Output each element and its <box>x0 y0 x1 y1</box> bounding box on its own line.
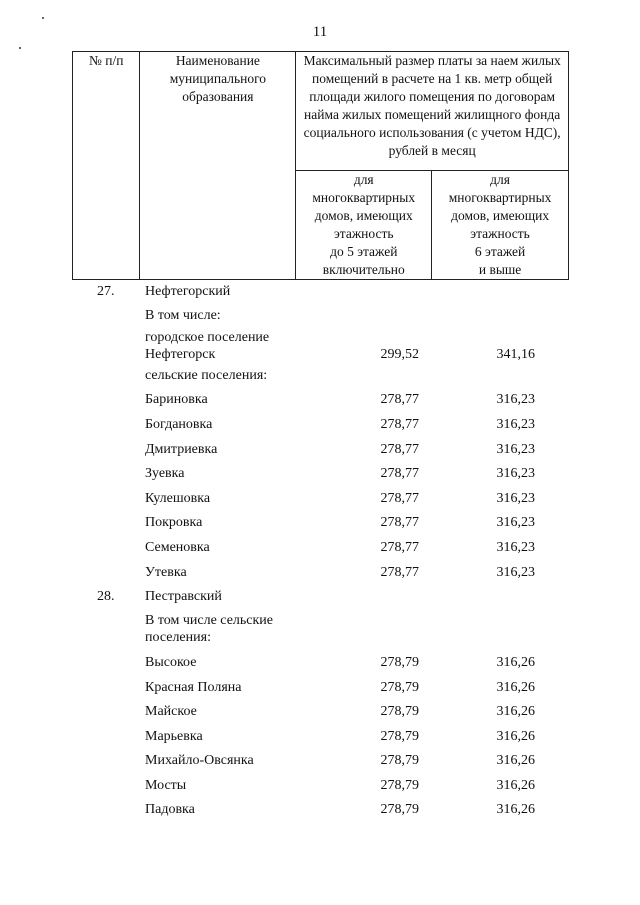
header-line: для <box>353 172 374 187</box>
header-name: Наименование муниципального образования <box>140 52 296 280</box>
header-line: домов, имеющих <box>314 208 413 223</box>
table-row <box>0 283 640 301</box>
price-up-to-5-floors: 278,79 <box>380 704 419 719</box>
header-number: № п/п <box>73 52 140 280</box>
municipality-name: Михайло-Овсянка <box>145 753 254 768</box>
price-6-floors-and-above: 316,23 <box>496 442 535 457</box>
price-up-to-5-floors: 278,79 <box>380 802 419 817</box>
table-row <box>0 514 640 532</box>
price-up-to-5-floors: 278,77 <box>380 442 419 457</box>
municipality-name: поселения: <box>145 630 211 645</box>
municipality-name: Пестравский <box>145 589 222 604</box>
price-6-floors-and-above: 316,23 <box>496 392 535 407</box>
table-row <box>0 654 640 672</box>
price-up-to-5-floors: 299,52 <box>380 347 419 362</box>
price-up-to-5-floors: 278,77 <box>380 392 419 407</box>
municipality-name: Мосты <box>145 778 187 793</box>
price-6-floors-and-above: 316,26 <box>496 802 535 817</box>
table-row <box>0 441 640 459</box>
municipality-name: Марьевка <box>145 729 203 744</box>
municipality-name: сельские поселения: <box>145 368 268 383</box>
price-6-floors-and-above: 316,26 <box>496 655 535 670</box>
table-row <box>0 679 640 697</box>
table-row <box>0 612 640 630</box>
price-6-floors-and-above: 316,26 <box>496 753 535 768</box>
price-6-floors-and-above: 316,23 <box>496 515 535 530</box>
price-up-to-5-floors: 278,77 <box>380 540 419 555</box>
table-row <box>0 752 640 770</box>
header-line: для <box>490 172 510 187</box>
page-number: 11 <box>312 24 328 40</box>
price-6-floors-and-above: 316,26 <box>496 704 535 719</box>
municipality-name: городское поселение <box>145 330 270 345</box>
table-row <box>0 728 640 746</box>
municipality-name: Падовка <box>145 802 195 817</box>
table-row <box>0 391 640 409</box>
municipality-name: Покровка <box>145 515 203 530</box>
scan-speck <box>19 47 21 49</box>
header-line: многоквартирных <box>312 190 416 205</box>
header-line: этажность <box>333 226 394 241</box>
table-row <box>0 564 640 582</box>
municipality-name: Нефтегорский <box>145 284 231 299</box>
table-row <box>0 801 640 819</box>
header-line: домов, имеющих <box>451 208 550 223</box>
table-header <box>72 51 569 280</box>
price-6-floors-and-above: 316,23 <box>496 466 535 481</box>
price-up-to-5-floors: 278,77 <box>380 515 419 530</box>
municipality-name: Семеновка <box>145 540 210 555</box>
row-number: 27. <box>97 284 115 299</box>
row-number: 28. <box>97 589 115 604</box>
header-line: включительно <box>322 262 405 277</box>
table-row <box>0 367 640 385</box>
municipality-name: Бариновка <box>145 392 208 407</box>
price-up-to-5-floors: 278,79 <box>380 753 419 768</box>
municipality-name: Богдановка <box>145 417 213 432</box>
price-up-to-5-floors: 278,79 <box>380 729 419 744</box>
table-row <box>0 490 640 508</box>
price-6-floors-and-above: 341,16 <box>496 347 535 362</box>
municipality-name: Дмитриевка <box>145 442 218 457</box>
table-row <box>0 307 640 325</box>
price-up-to-5-floors: 278,79 <box>380 680 419 695</box>
price-6-floors-and-above: 316,23 <box>496 540 535 555</box>
price-6-floors-and-above: 316,26 <box>496 680 535 695</box>
header-line: и выше <box>478 262 522 277</box>
price-6-floors-and-above: 316,23 <box>496 565 535 580</box>
header-line: этажность <box>470 226 530 241</box>
table-row <box>0 539 640 557</box>
header-6-floors-and-above <box>432 171 569 280</box>
price-6-floors-and-above: 316,23 <box>496 417 535 432</box>
municipality-name: Майское <box>145 704 197 719</box>
price-6-floors-and-above: 316,26 <box>496 778 535 793</box>
price-6-floors-and-above: 316,26 <box>496 729 535 744</box>
municipality-name: В том числе сельские <box>145 613 274 628</box>
municipality-name: Нефтегорск <box>145 347 216 362</box>
header-line: до 5 этажей <box>330 244 398 259</box>
price-up-to-5-floors: 278,79 <box>380 778 419 793</box>
price-up-to-5-floors: 278,77 <box>380 565 419 580</box>
price-6-floors-and-above: 316,23 <box>496 491 535 506</box>
table-row <box>0 588 640 606</box>
municipality-name: Красная Поляна <box>145 680 242 695</box>
table-row <box>0 465 640 483</box>
header-line: многоквартирных <box>448 190 552 205</box>
municipality-name: Утевка <box>145 565 187 580</box>
table-row <box>0 416 640 434</box>
table-row <box>0 777 640 795</box>
header-price: Максимальный размер платы за наем жилых помещений в расчете на 1 кв. метр общей площади жилого помещения по договорам найма жилых помещений жилищного фонда социального использования (с учетом НДС), рублей в месяц <box>296 52 569 171</box>
municipality-name: В том числе: <box>145 308 221 323</box>
municipality-name: Кулешовка <box>145 491 211 506</box>
price-up-to-5-floors: 278,77 <box>380 491 419 506</box>
municipality-name: Высокое <box>145 655 197 670</box>
scan-speck <box>42 17 44 19</box>
price-up-to-5-floors: 278,77 <box>380 466 419 481</box>
header-up-to-5-floors <box>296 171 432 280</box>
price-up-to-5-floors: 278,79 <box>380 655 419 670</box>
municipality-name: Зуевка <box>145 466 185 481</box>
header-line: 6 этажей <box>474 244 526 259</box>
table-row <box>0 629 640 647</box>
table-row <box>0 703 640 721</box>
table-row <box>0 329 640 347</box>
table-row <box>0 346 640 364</box>
price-up-to-5-floors: 278,77 <box>380 417 419 432</box>
